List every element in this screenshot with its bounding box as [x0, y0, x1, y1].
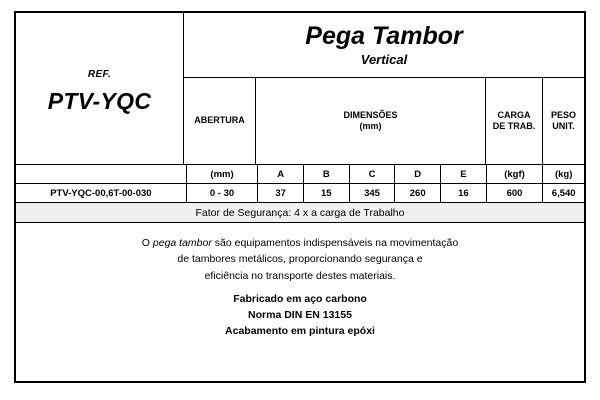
header-carga [486, 78, 543, 164]
header-dimensoes [256, 78, 486, 164]
description-block [16, 223, 584, 340]
table-header-row [184, 78, 584, 164]
cell-c: 345 [350, 184, 396, 202]
cell-peso: 6,540 [551, 187, 576, 199]
cell-carga: 600 [487, 184, 544, 202]
header-peso [543, 78, 584, 164]
description-bold-2: Norma DIN EN 13155 [248, 309, 352, 322]
description-line-2: de tambores metálicos, proporcionando segurança e [177, 253, 423, 266]
cell-e: 16 [441, 184, 487, 202]
cell-d: 260 [395, 184, 441, 202]
header-carga-label: CARGA [497, 109, 531, 120]
header-peso-sublabel: UNIT. [552, 121, 575, 131]
description-line-1-prefix: O [141, 237, 153, 249]
subheader-c: C [350, 165, 396, 183]
cell-a: 37 [258, 184, 304, 202]
header-abertura-label: ABERTURA [194, 115, 245, 126]
header-dimensoes-label: DIMENSÕES [343, 109, 398, 120]
description-spacer [36, 284, 564, 291]
header-peso-label: PESO [550, 109, 576, 120]
subheader-e: E [441, 165, 487, 183]
subheader-d: D [395, 165, 441, 183]
header-abertura [184, 78, 256, 164]
cell-code: PTV-YQC-00,6T-00-030 [16, 184, 187, 202]
subheader-b: B [304, 165, 350, 183]
subheader-carga-unit: (kgf) [487, 165, 544, 183]
ref-label: REF. [87, 68, 112, 80]
header-carga-sublabel: DE TRAB. [492, 121, 536, 131]
ref-code: PTV-YQC [47, 87, 152, 114]
cell-abertura: 0 - 30 [187, 184, 259, 202]
cell-b: 15 [304, 184, 350, 202]
description-bold-1: Fabricado em aço carbono [233, 292, 367, 305]
subheader-peso-unit: (kg) [554, 168, 573, 180]
page-title: Pega Tambor [305, 21, 463, 50]
subheader-abertura-unit: (mm) [187, 165, 259, 183]
description-line-1 [36, 235, 564, 251]
subheader-a: A [258, 165, 304, 183]
page-subtitle: Vertical [360, 52, 408, 68]
description-line-3: eficiência no transporte destes materiais. [204, 269, 396, 282]
title-block [184, 13, 584, 78]
safety-factor-note: Fator de Segurança: 4 x a carga de Trabalho [16, 203, 584, 223]
description-line-1-italic: pega tambor [152, 237, 212, 249]
title-and-headers [184, 13, 584, 164]
table-row [16, 184, 584, 203]
product-datasheet [14, 11, 586, 383]
subheader-code [16, 165, 187, 183]
description-bold-3: Acabamento em pintura epóxi [225, 325, 375, 338]
table-subheader-row [16, 165, 584, 184]
header-dimensoes-unit: (mm) [359, 121, 382, 131]
header-section [16, 13, 584, 165]
reference-cell [16, 13, 184, 164]
description-line-1-suffix: são equipamentos indispensáveis na movimentação [211, 237, 459, 249]
